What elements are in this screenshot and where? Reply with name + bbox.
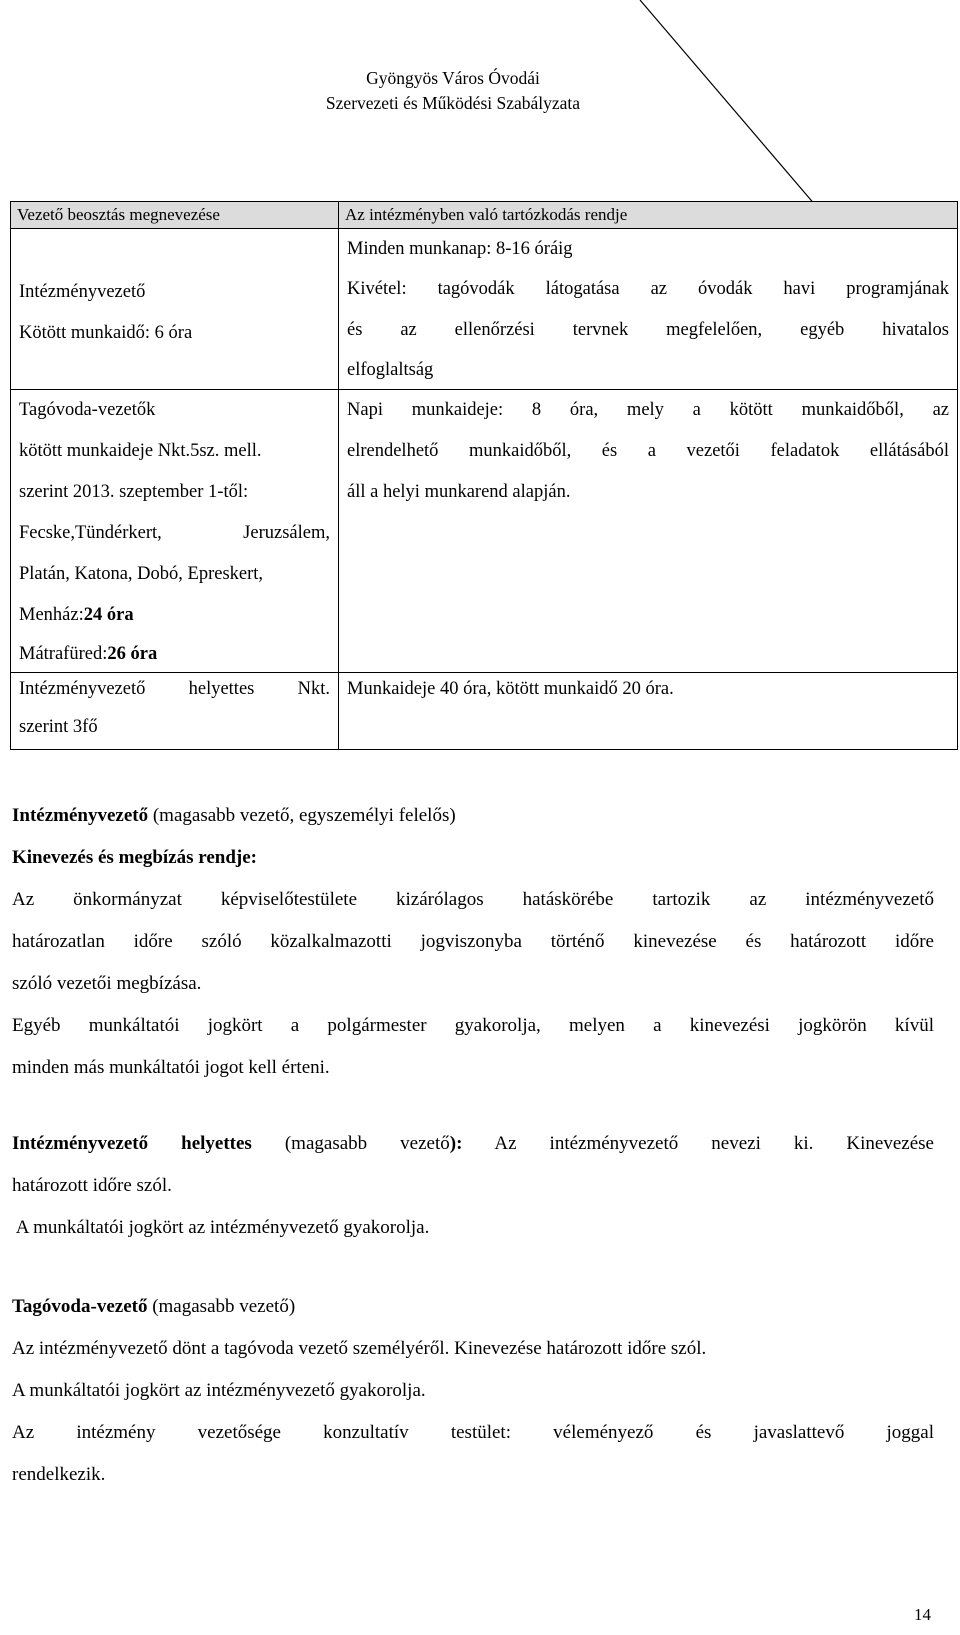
cell-line: Mátrafüred:26 óra xyxy=(19,644,158,664)
paragraph-line: határozott időre szól. xyxy=(12,1175,172,1196)
header-subtitle: Szervezeti és Működési Szabályzata xyxy=(325,93,581,113)
section-helyettes xyxy=(12,1123,934,1249)
leader-schedule-table xyxy=(10,201,958,750)
cell-line: és az ellenőrzési tervnek megfelelően, egyéb hivatalos xyxy=(347,320,949,340)
cell-line: kötött munkaideje Nkt.5sz. mell. xyxy=(19,441,262,461)
section-title: Intézményvezető helyettes (magasabb vezető): Az intézményvezető nevezi ki. Kinevezése xyxy=(12,1133,934,1154)
cell-line: szerint 2013. szeptember 1-től: xyxy=(19,482,249,502)
section-intezmenyvezeto xyxy=(12,795,934,1089)
paragraph-line: Az önkormányzat képviselőtestülete kizárólagos hatáskörébe tartozik az intézményvezető xyxy=(12,889,934,910)
col-header-position: Vezető beosztás megnevezése xyxy=(11,202,339,229)
paragraph-line: határozatlan időre szóló közalkalmazotti jogviszonyba történő kinevezése és határozott időre xyxy=(12,931,934,952)
cell-line: elfoglaltság xyxy=(347,360,434,380)
cell-line: Menház:24 óra xyxy=(19,605,134,625)
section-title: Intézményvezető (magasabb vezető, egyszemélyi felelős) xyxy=(12,805,456,826)
cell-line: elrendelhető munkaidőből, és a vezetői feladatok ellátásából xyxy=(347,441,949,461)
cell-line: Intézményvezető helyettes Nkt. xyxy=(19,679,330,699)
document-header xyxy=(0,66,906,116)
section-tagovoda xyxy=(12,1286,934,1496)
paragraph-line: rendelkezik. xyxy=(12,1464,106,1485)
cell-line: Munkaideje 40 óra, kötött munkaidő 20 óra. xyxy=(347,679,674,699)
col-header-schedule: Az intézményben való tartózkodás rendje xyxy=(339,202,958,229)
table-cell-position xyxy=(11,229,339,390)
cell-line: Intézményvezető xyxy=(19,282,146,302)
paragraph-line: Egyéb munkáltatói jogkört a polgármester gyakorolja, melyen a kinevezési jogkörön kívül xyxy=(12,1015,934,1036)
cell-line: Kötött munkaidő: 6 óra xyxy=(19,323,193,343)
paragraph-line: szóló vezetői megbízása. xyxy=(12,973,202,994)
paragraph-line: Az intézményvezető dönt a tagóvoda vezető személyéről. Kinevezése határozott időre szól. xyxy=(12,1338,707,1359)
paragraph-line: Az intézmény vezetősége konzultatív testület: véleményező és javaslattevő joggal xyxy=(12,1422,934,1443)
cell-line: Minden munkanap: 8-16 óráig xyxy=(347,239,573,259)
table-row xyxy=(11,390,958,673)
section-title: Tagóvoda-vezető (magasabb vezető) xyxy=(12,1296,296,1317)
cell-line: áll a helyi munkarend alapján. xyxy=(347,482,571,502)
paragraph-line: A munkáltatói jogkört az intézményvezető gyakorolja. xyxy=(12,1380,426,1401)
paragraph-line: A munkáltatói jogkört az intézményvezető gyakorolja. xyxy=(12,1217,430,1238)
cell-line: Fecske,Tündérkert, Jeruzsálem, xyxy=(19,523,330,543)
table-cell-schedule xyxy=(339,229,958,390)
cell-line: Napi munkaideje: 8 óra, mely a kötött munkaidőből, az xyxy=(347,400,949,420)
table-header-row xyxy=(11,202,958,229)
table-row xyxy=(11,229,958,390)
page-number: 14 xyxy=(914,1605,931,1624)
cell-line: Tagóvoda-vezetők xyxy=(19,400,156,420)
table-row xyxy=(11,673,958,750)
table-cell-schedule xyxy=(339,673,958,750)
table-cell-position xyxy=(11,673,339,750)
cell-line: szerint 3fő xyxy=(19,717,98,737)
header-title: Gyöngyös Város Óvodái xyxy=(366,68,540,88)
section-subtitle: Kinevezés és megbízás rendje: xyxy=(12,847,258,868)
table-cell-schedule xyxy=(339,390,958,673)
cell-line: Kivétel: tagóvodák látogatása az óvodák havi programjának xyxy=(347,279,949,299)
table-cell-position xyxy=(11,390,339,673)
paragraph-line: minden más munkáltatói jogot kell érteni. xyxy=(12,1057,330,1078)
cell-line: Platán, Katona, Dobó, Epreskert, xyxy=(19,564,264,584)
